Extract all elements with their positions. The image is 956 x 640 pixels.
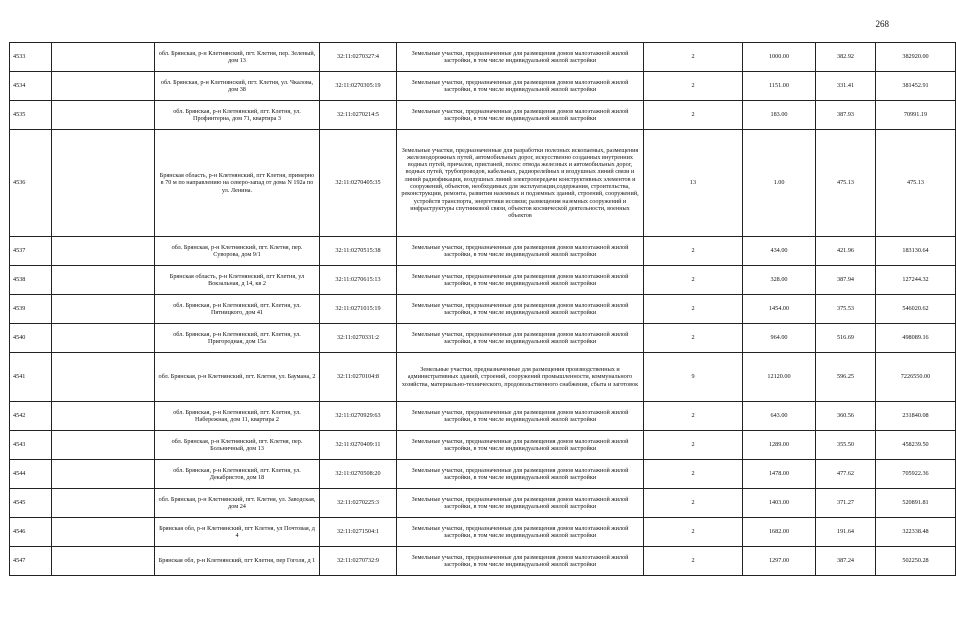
category-cell: 2	[644, 43, 743, 72]
cadastral-number-cell: 32:11:0271015:19	[320, 295, 397, 324]
category-cell: 2	[644, 101, 743, 130]
address-cell: обл. Брянская, р-н Клетнянский, пгт. Клетня, пер. Больничный, дом 13	[155, 431, 320, 460]
cadastral-number-cell: 32:11:0270331:2	[320, 324, 397, 353]
category-cell: 2	[644, 72, 743, 101]
page-number: 268	[875, 19, 889, 29]
cadastral-value-cell: 381452.91	[876, 72, 956, 101]
permitted-use-cell: Земельные участки, предназначенные для размещения домов малоэтажной жилой застройки, в том числе индивидуальной жилой застройки	[397, 72, 644, 101]
area-cell: 1454.00	[743, 295, 816, 324]
category-cell: 2	[644, 547, 743, 576]
row-number: 4538	[10, 266, 52, 295]
cadastral-value-cell: 231840.08	[876, 402, 956, 431]
rate-cell: 477.62	[816, 460, 876, 489]
cadastral-value-cell: 546020.62	[876, 295, 956, 324]
category-cell: 2	[644, 266, 743, 295]
address-cell: обл. Брянская, р-н Клетнянский, пгт. Клетня, ул. Заводская, дом 24	[155, 489, 320, 518]
cadastral-value-cell: 183130.64	[876, 237, 956, 266]
rate-cell: 331.41	[816, 72, 876, 101]
category-cell: 13	[644, 130, 743, 237]
row-number: 4545	[10, 489, 52, 518]
empty-cell	[52, 130, 155, 237]
row-number: 4543	[10, 431, 52, 460]
address-cell: обл. Брянская, р-н Клетнянский, пгт. Клетня, ул. Пригородная, дом 15а	[155, 324, 320, 353]
address-cell: обл. Брянская, р-н Клетнянский, пгт. Клетня, ул. Декабристов, дом 18	[155, 460, 320, 489]
cadastral-number-cell: 32:11:0270929:63	[320, 402, 397, 431]
rate-cell: 375.53	[816, 295, 876, 324]
empty-cell	[52, 489, 155, 518]
rate-cell: 387.93	[816, 101, 876, 130]
address-cell: обл. Брянская, р-н Клетнянский, пгт. Клетня, ул. Чкалова, дом 38	[155, 72, 320, 101]
table-row	[10, 295, 956, 324]
cadastral-value-cell: 520891.81	[876, 489, 956, 518]
permitted-use-cell: Земельные участки, предназначенные для размещения домов малоэтажной жилой застройки, в том числе индивидуальной жилой застройки	[397, 43, 644, 72]
table-row	[10, 266, 956, 295]
category-cell: 2	[644, 295, 743, 324]
empty-cell	[52, 547, 155, 576]
table-row	[10, 101, 956, 130]
permitted-use-cell: Земельные участки, предназначенные для размещения домов малоэтажной жилой застройки, в том числе индивидуальной жилой застройки	[397, 101, 644, 130]
table-row	[10, 130, 956, 237]
area-cell: 1000.00	[743, 43, 816, 72]
table-row	[10, 489, 956, 518]
row-number: 4537	[10, 237, 52, 266]
row-number: 4541	[10, 353, 52, 402]
area-cell: 1682.00	[743, 518, 816, 547]
cadastral-number-cell: 32:11:0270225:3	[320, 489, 397, 518]
permitted-use-cell: Земельные участки, предназначенные для размещения домов малоэтажной жилой застройки, в том числе индивидуальной жилой застройки	[397, 295, 644, 324]
permitted-use-cell: Земельные участки, предназначенные для размещения домов малоэтажной жилой застройки, в том числе индивидуальной жилой застройки	[397, 402, 644, 431]
category-cell: 2	[644, 237, 743, 266]
category-cell: 2	[644, 431, 743, 460]
cadastral-number-cell: 32:11:0270104:8	[320, 353, 397, 402]
cadastral-number-cell: 32:11:0270409:11	[320, 431, 397, 460]
rate-cell: 191.64	[816, 518, 876, 547]
cadastral-value-cell: 70991.19	[876, 101, 956, 130]
rate-cell: 387.94	[816, 266, 876, 295]
cadastral-value-cell: 322338.48	[876, 518, 956, 547]
cadastral-number-cell: 32:11:0270508:20	[320, 460, 397, 489]
cadastral-value-cell: 705922.36	[876, 460, 956, 489]
row-number: 4546	[10, 518, 52, 547]
table-row	[10, 43, 956, 72]
empty-cell	[52, 324, 155, 353]
rate-cell: 360.56	[816, 402, 876, 431]
area-cell: 1151.00	[743, 72, 816, 101]
permitted-use-cell: Земельные участки, предназначенные для размещения домов малоэтажной жилой застройки, в том числе индивидуальной жилой застройки	[397, 324, 644, 353]
row-number: 4544	[10, 460, 52, 489]
empty-cell	[52, 101, 155, 130]
empty-cell	[52, 237, 155, 266]
address-cell: обл. Брянская, р-н Клетнянский, пгт. Клетня, ул. Набережная, дом 11, квартира 2	[155, 402, 320, 431]
area-cell: 1289.00	[743, 431, 816, 460]
area-cell: 328.00	[743, 266, 816, 295]
category-cell: 2	[644, 460, 743, 489]
address-cell: обл. Брянская, р-н Клетнянский, пгт. Клетня, ул. Баумана, 2	[155, 353, 320, 402]
empty-cell	[52, 431, 155, 460]
empty-cell	[52, 72, 155, 101]
cadastral-number-cell: 32:11:0270327:4	[320, 43, 397, 72]
cadastral-value-cell: 458239.50	[876, 431, 956, 460]
row-number: 4533	[10, 43, 52, 72]
rate-cell: 421.96	[816, 237, 876, 266]
area-cell: 1403.00	[743, 489, 816, 518]
cadastral-value-cell: 7226550.00	[876, 353, 956, 402]
address-cell: Брянская обл, р-н Клетнянский, пгт Клетня, ул Почтовая, д 4	[155, 518, 320, 547]
area-cell: 434.00	[743, 237, 816, 266]
cadastral-number-cell: 32:11:0270214:5	[320, 101, 397, 130]
cadastral-number-cell: 32:11:0270732:9	[320, 547, 397, 576]
area-cell: 1478.00	[743, 460, 816, 489]
rate-cell: 475.13	[816, 130, 876, 237]
cadastral-number-cell: 32:11:0270615:13	[320, 266, 397, 295]
table-row	[10, 431, 956, 460]
permitted-use-cell: Земельные участки, предназначенные для размещения домов малоэтажной жилой застройки, в том числе индивидуальной жилой застройки	[397, 547, 644, 576]
area-cell: 964.00	[743, 324, 816, 353]
permitted-use-cell: Земельные участки, предназначенные для размещения домов малоэтажной жилой застройки, в том числе индивидуальной жилой застройки	[397, 431, 644, 460]
row-number: 4535	[10, 101, 52, 130]
rate-cell: 516.69	[816, 324, 876, 353]
empty-cell	[52, 460, 155, 489]
row-number: 4539	[10, 295, 52, 324]
address-cell: Брянская область, р-н Клетнянский, пгт Клетня, примерно в 70 м по направлению на северо-запад от дома N 192а по ул. Ленина.	[155, 130, 320, 237]
row-number: 4542	[10, 402, 52, 431]
table-body	[10, 43, 956, 576]
category-cell: 2	[644, 518, 743, 547]
cadastral-value-cell: 475.13	[876, 130, 956, 237]
category-cell: 9	[644, 353, 743, 402]
cadastral-number-cell: 32:11:0270305:19	[320, 72, 397, 101]
cadastral-value-cell: 382920.00	[876, 43, 956, 72]
permitted-use-cell: Земельные участки, предназначенные для разработки полезных ископаемых, размещения железнодорожных путей, автомобильных дорог, искусственно созданных внутренних водных путей, причалов, пристаней, полос отвода железных и автомобильных дорог, водных путей, трубопроводов, кабельных, радиорелейных и воздушных линий связи и линий радиофикации, воздушных линий электропередачи конструктивных элементов и сооружений, объектов, необходимых для эксплуатации,содержания, строительства, реконструкции, ремонта, развития наземных и подземных зданий, строений, сооружений, устройств транспорта, энергетики иссвязи; размещения наземных сооружений и инфраструктуры спутниковой связи, объектов космической деятельности, военных объектов	[397, 130, 644, 237]
category-cell: 2	[644, 402, 743, 431]
cadastral-value-cell: 498089.16	[876, 324, 956, 353]
table-row	[10, 460, 956, 489]
permitted-use-cell: Земельные участки, предназначенные для размещения домов малоэтажной жилой застройки, в том числе индивидуальной жилой застройки	[397, 266, 644, 295]
table-row	[10, 72, 956, 101]
address-cell: Брянская область, р-н Клетнянский, пгт Клетня, ул Вокзальная, д 14, кв 2	[155, 266, 320, 295]
category-cell: 2	[644, 489, 743, 518]
empty-cell	[52, 402, 155, 431]
rate-cell: 371.27	[816, 489, 876, 518]
address-cell: обл. Брянская, р-н Клетнянский, пгт. Клетня, ул. Профинтерна, дом 71, квартира 3	[155, 101, 320, 130]
table-row	[10, 547, 956, 576]
area-cell: 643.00	[743, 402, 816, 431]
permitted-use-cell: Земельные участки, предназначенные для размещения домов малоэтажной жилой застройки, в том числе индивидуальной жилой застройки	[397, 237, 644, 266]
empty-cell	[52, 43, 155, 72]
empty-cell	[52, 266, 155, 295]
table-row	[10, 237, 956, 266]
permitted-use-cell: Земельные участки, предназначенные для размещения домов малоэтажной жилой застройки, в том числе индивидуальной жилой застройки	[397, 518, 644, 547]
address-cell: обл. Брянская, р-н Клетнянский, пгт. Клетня, пер. Зеленый, дом 13	[155, 43, 320, 72]
land-registry-table	[9, 42, 956, 576]
area-cell: 12120.00	[743, 353, 816, 402]
rate-cell: 596.25	[816, 353, 876, 402]
permitted-use-cell: Земельные участки, предназначенные для размещения домов малоэтажной жилой застройки, в том числе индивидуальной жилой застройки	[397, 460, 644, 489]
area-cell: 183.00	[743, 101, 816, 130]
permitted-use-cell: Земельные участки, предназначенные для размещения производственных и административных зданий, строений, сооружений промышленности, коммунального хозяйства, материально-технического, продовольственного снабжения, сбыта и заготовок	[397, 353, 644, 402]
table-row	[10, 518, 956, 547]
cadastral-number-cell: 32:11:0270405:35	[320, 130, 397, 237]
address-cell: обл. Брянская, р-н Клетнянский, пгт. Клетня, пер. Суворова, дом 9/1	[155, 237, 320, 266]
table-row	[10, 353, 956, 402]
table-row	[10, 324, 956, 353]
empty-cell	[52, 353, 155, 402]
area-cell: 1297.00	[743, 547, 816, 576]
cadastral-value-cell: 502250.28	[876, 547, 956, 576]
address-cell: Брянская обл, р-н Клетнянский, пгт Клетня, пер Гоголя, д 1	[155, 547, 320, 576]
rate-cell: 387.24	[816, 547, 876, 576]
rate-cell: 355.50	[816, 431, 876, 460]
row-number: 4534	[10, 72, 52, 101]
rate-cell: 382.92	[816, 43, 876, 72]
cadastral-number-cell: 32:11:0271504:1	[320, 518, 397, 547]
empty-cell	[52, 295, 155, 324]
row-number: 4540	[10, 324, 52, 353]
area-cell: 1.00	[743, 130, 816, 237]
row-number: 4547	[10, 547, 52, 576]
table-row	[10, 402, 956, 431]
row-number: 4536	[10, 130, 52, 237]
permitted-use-cell: Земельные участки, предназначенные для размещения домов малоэтажной жилой застройки, в том числе индивидуальной жилой застройки	[397, 489, 644, 518]
cadastral-value-cell: 127244.32	[876, 266, 956, 295]
category-cell: 2	[644, 324, 743, 353]
address-cell: обл. Брянская, р-н Клетнянский, пгт. Клетня, ул. Пятницкого, дом 41	[155, 295, 320, 324]
cadastral-number-cell: 32:11:0270515:38	[320, 237, 397, 266]
empty-cell	[52, 518, 155, 547]
